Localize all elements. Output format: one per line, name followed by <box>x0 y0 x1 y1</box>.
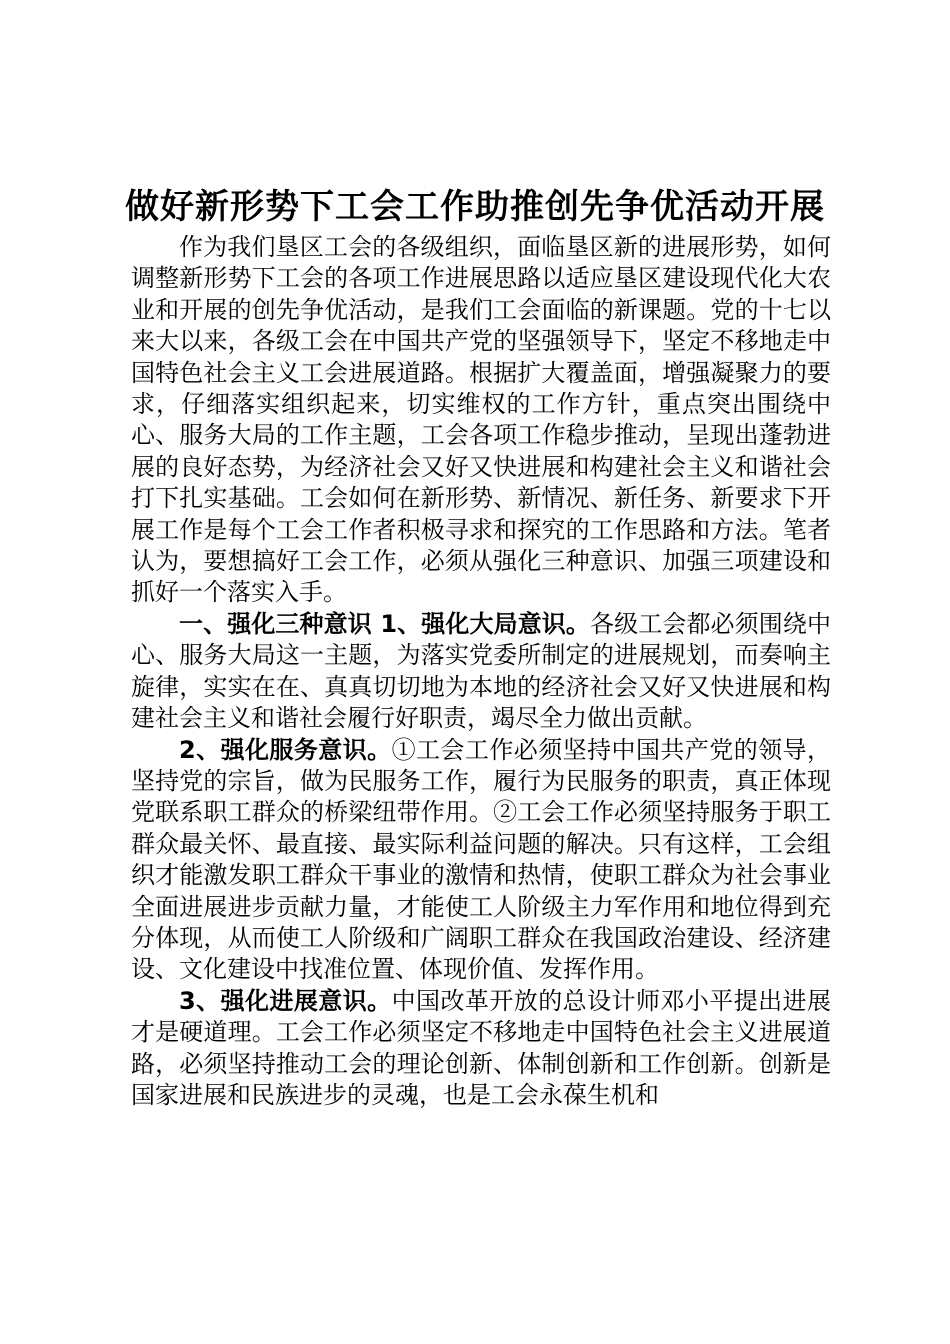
paragraph-section-one <box>131 609 831 735</box>
section-heading: 3、强化进展意识。 <box>179 986 392 1015</box>
document-body <box>131 232 831 1111</box>
paragraph-service-awareness <box>131 735 831 986</box>
paragraph-text: 各级工会都必须围绕中心、服务大局这一主题，为落实党委所制定的进展规划，而奏响主旋律，实实在在、真真切切地为本地的经济社会又好又快进展和构建社会主义和谐社会履行好职责，竭尽全力做出贡献。 <box>131 609 831 733</box>
paragraph-text: 作为我们垦区工会的各级组织，面临垦区新的进展形势，如何调整新形势下工会的各项工作进展思路以适应垦区建设现代化大农业和开展的创先争优活动，是我们工会面临的新课题。党的十七以来大以来，各级工会在中国共产党的坚强领导下，坚定不移地走中国特色社会主义工会进展道路。根据扩大覆盖面，增强凝聚力的要求，仔细落实组织起来，切实维权的工作方针，重点突出围绕中心、服务大局的工作主题，工会各项工作稳步推动，呈现出蓬勃进展的良好态势，为经济社会又好又快进展和构建社会主义和谐社会打下扎实基础。工会如何在新形势、新情况、新任务、新要求下开展工作是每个工会工作者积极寻求和探究的工作思路和方法。笔者认为，要想搞好工会工作，必须从强化三种意识、加强三项建设和抓好一个落实入手。 <box>131 233 831 607</box>
section-heading: 一、强化三种意识 1、强化大局意识。 <box>179 609 591 638</box>
paragraph-intro <box>131 232 831 609</box>
section-heading: 2、强化服务意识。 <box>179 735 392 764</box>
paragraph-text: ①工会工作必须坚持中国共产党的领导，坚持党的宗旨，做为民服务工作，履行为民服务的职责，真正体现党联系职工群众的桥梁纽带作用。②工会工作必须坚持服务于职工群众最关怀、最直接、最实际利益问题的解决。只有这样，工会组织才能激发职工群众干事业的激情和热情，使职工群众为社会事业全面进展进步贡献力量，才能使工人阶级主力军作用和地位得到充分体现，从而使工人阶级和广阔职工群众在我国政治建设、经济建设、文化建设中找准位置、体现价值、发挥作用。 <box>131 735 831 984</box>
paragraph-text: 中国改革开放的总设计师邓小平提出进展才是硬道理。工会工作必须坚定不移地走中国特色社会主义进展道路，必须坚持推动工会的理论创新、体制创新和工作创新。创新是国家进展和民族进步的灵魂，也是工会永葆生机和 <box>131 986 831 1109</box>
document-title: 做好新形势下工会工作助推创先争优活动开展 <box>125 187 825 227</box>
paragraph-development-awareness <box>131 986 831 1112</box>
